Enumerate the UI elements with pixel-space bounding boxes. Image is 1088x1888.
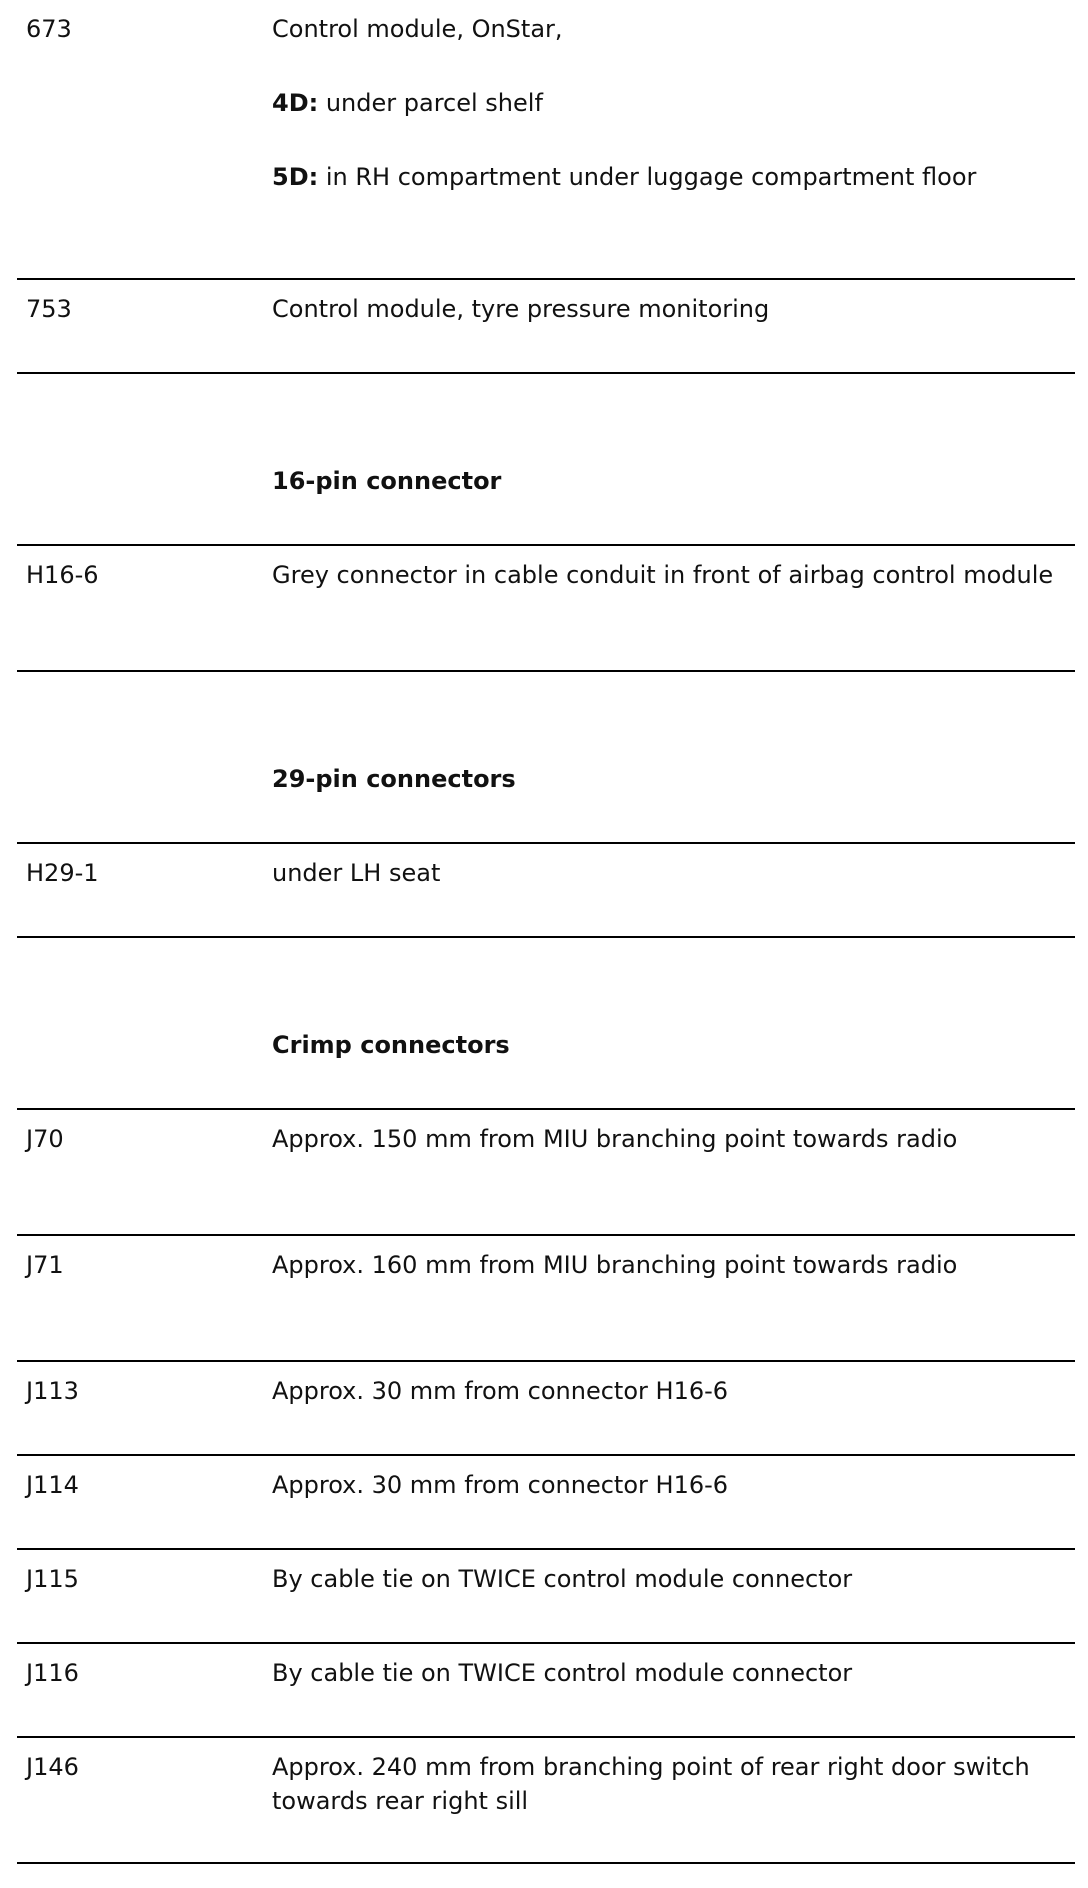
description-text: Control module, OnStar, [272,15,563,43]
table-row [17,1236,1075,1362]
section-heading: 29-pin connectors [272,765,516,793]
section-heading-row [17,374,1075,546]
description-text: By cable tie on TWICE control module connector [272,1565,853,1593]
table-row [17,1110,1075,1236]
component-description [272,1456,1072,1502]
component-description [272,1550,1072,1596]
table-row [17,1456,1075,1550]
table-row [17,1362,1075,1456]
component-code: J146 [26,1753,79,1781]
component-code: H16-6 [26,561,99,589]
description-text: By cable tie on TWICE control module connector [272,1659,853,1687]
component-code: J113 [26,1377,79,1405]
component-description [272,546,1072,592]
section-heading: 16-pin connector [272,467,502,495]
description-text: Approx. 30 mm from connector H16-6 [272,1471,729,1499]
table-row [17,844,1075,938]
description-text: Approx. 240 mm from branching point of rear right door switch towards rear right sill [272,1753,1030,1815]
table-row [17,1644,1075,1738]
component-code: J115 [26,1565,79,1593]
component-code: J71 [26,1251,64,1279]
table-row [17,1550,1075,1644]
variant-5d [272,160,1072,194]
description-text: Control module, tyre pressure monitoring [272,295,770,323]
component-code: 673 [26,15,72,43]
component-description [272,1110,1072,1156]
variant-label: 5D: [272,163,319,191]
variant-4d [272,86,1072,120]
component-code: J114 [26,1471,79,1499]
description-text: under LH seat [272,859,441,887]
component-description [272,0,1072,194]
component-code: 753 [26,295,72,323]
variant-label: 4D: [272,89,319,117]
description-text: Approx. 160 mm from MIU branching point towards radio [272,1251,958,1279]
section-heading: Crimp connectors [272,1031,510,1059]
table-row [17,280,1075,374]
component-description [272,1644,1072,1690]
variant-text: under parcel shelf [318,89,543,117]
table-row [17,0,1075,280]
section-heading-row [17,672,1075,844]
component-description [272,1236,1072,1282]
description-text: Approx. 30 mm from connector H16-6 [272,1377,729,1405]
component-description [272,280,1072,326]
description-text: Approx. 150 mm from MIU branching point towards radio [272,1125,958,1153]
table-row [17,1738,1075,1864]
component-code: J116 [26,1659,79,1687]
component-code: J70 [26,1125,64,1153]
component-description [272,1738,1072,1818]
description-text: Grey connector in cable conduit in front of airbag control module [272,561,1054,589]
variant-text: in RH compartment under luggage compartment floor [318,163,977,191]
component-description [272,1362,1072,1408]
component-code: H29-1 [26,859,99,887]
component-description [272,844,1072,890]
table-row [17,546,1075,672]
section-heading-row [17,938,1075,1110]
component-location-table [17,0,1075,1864]
